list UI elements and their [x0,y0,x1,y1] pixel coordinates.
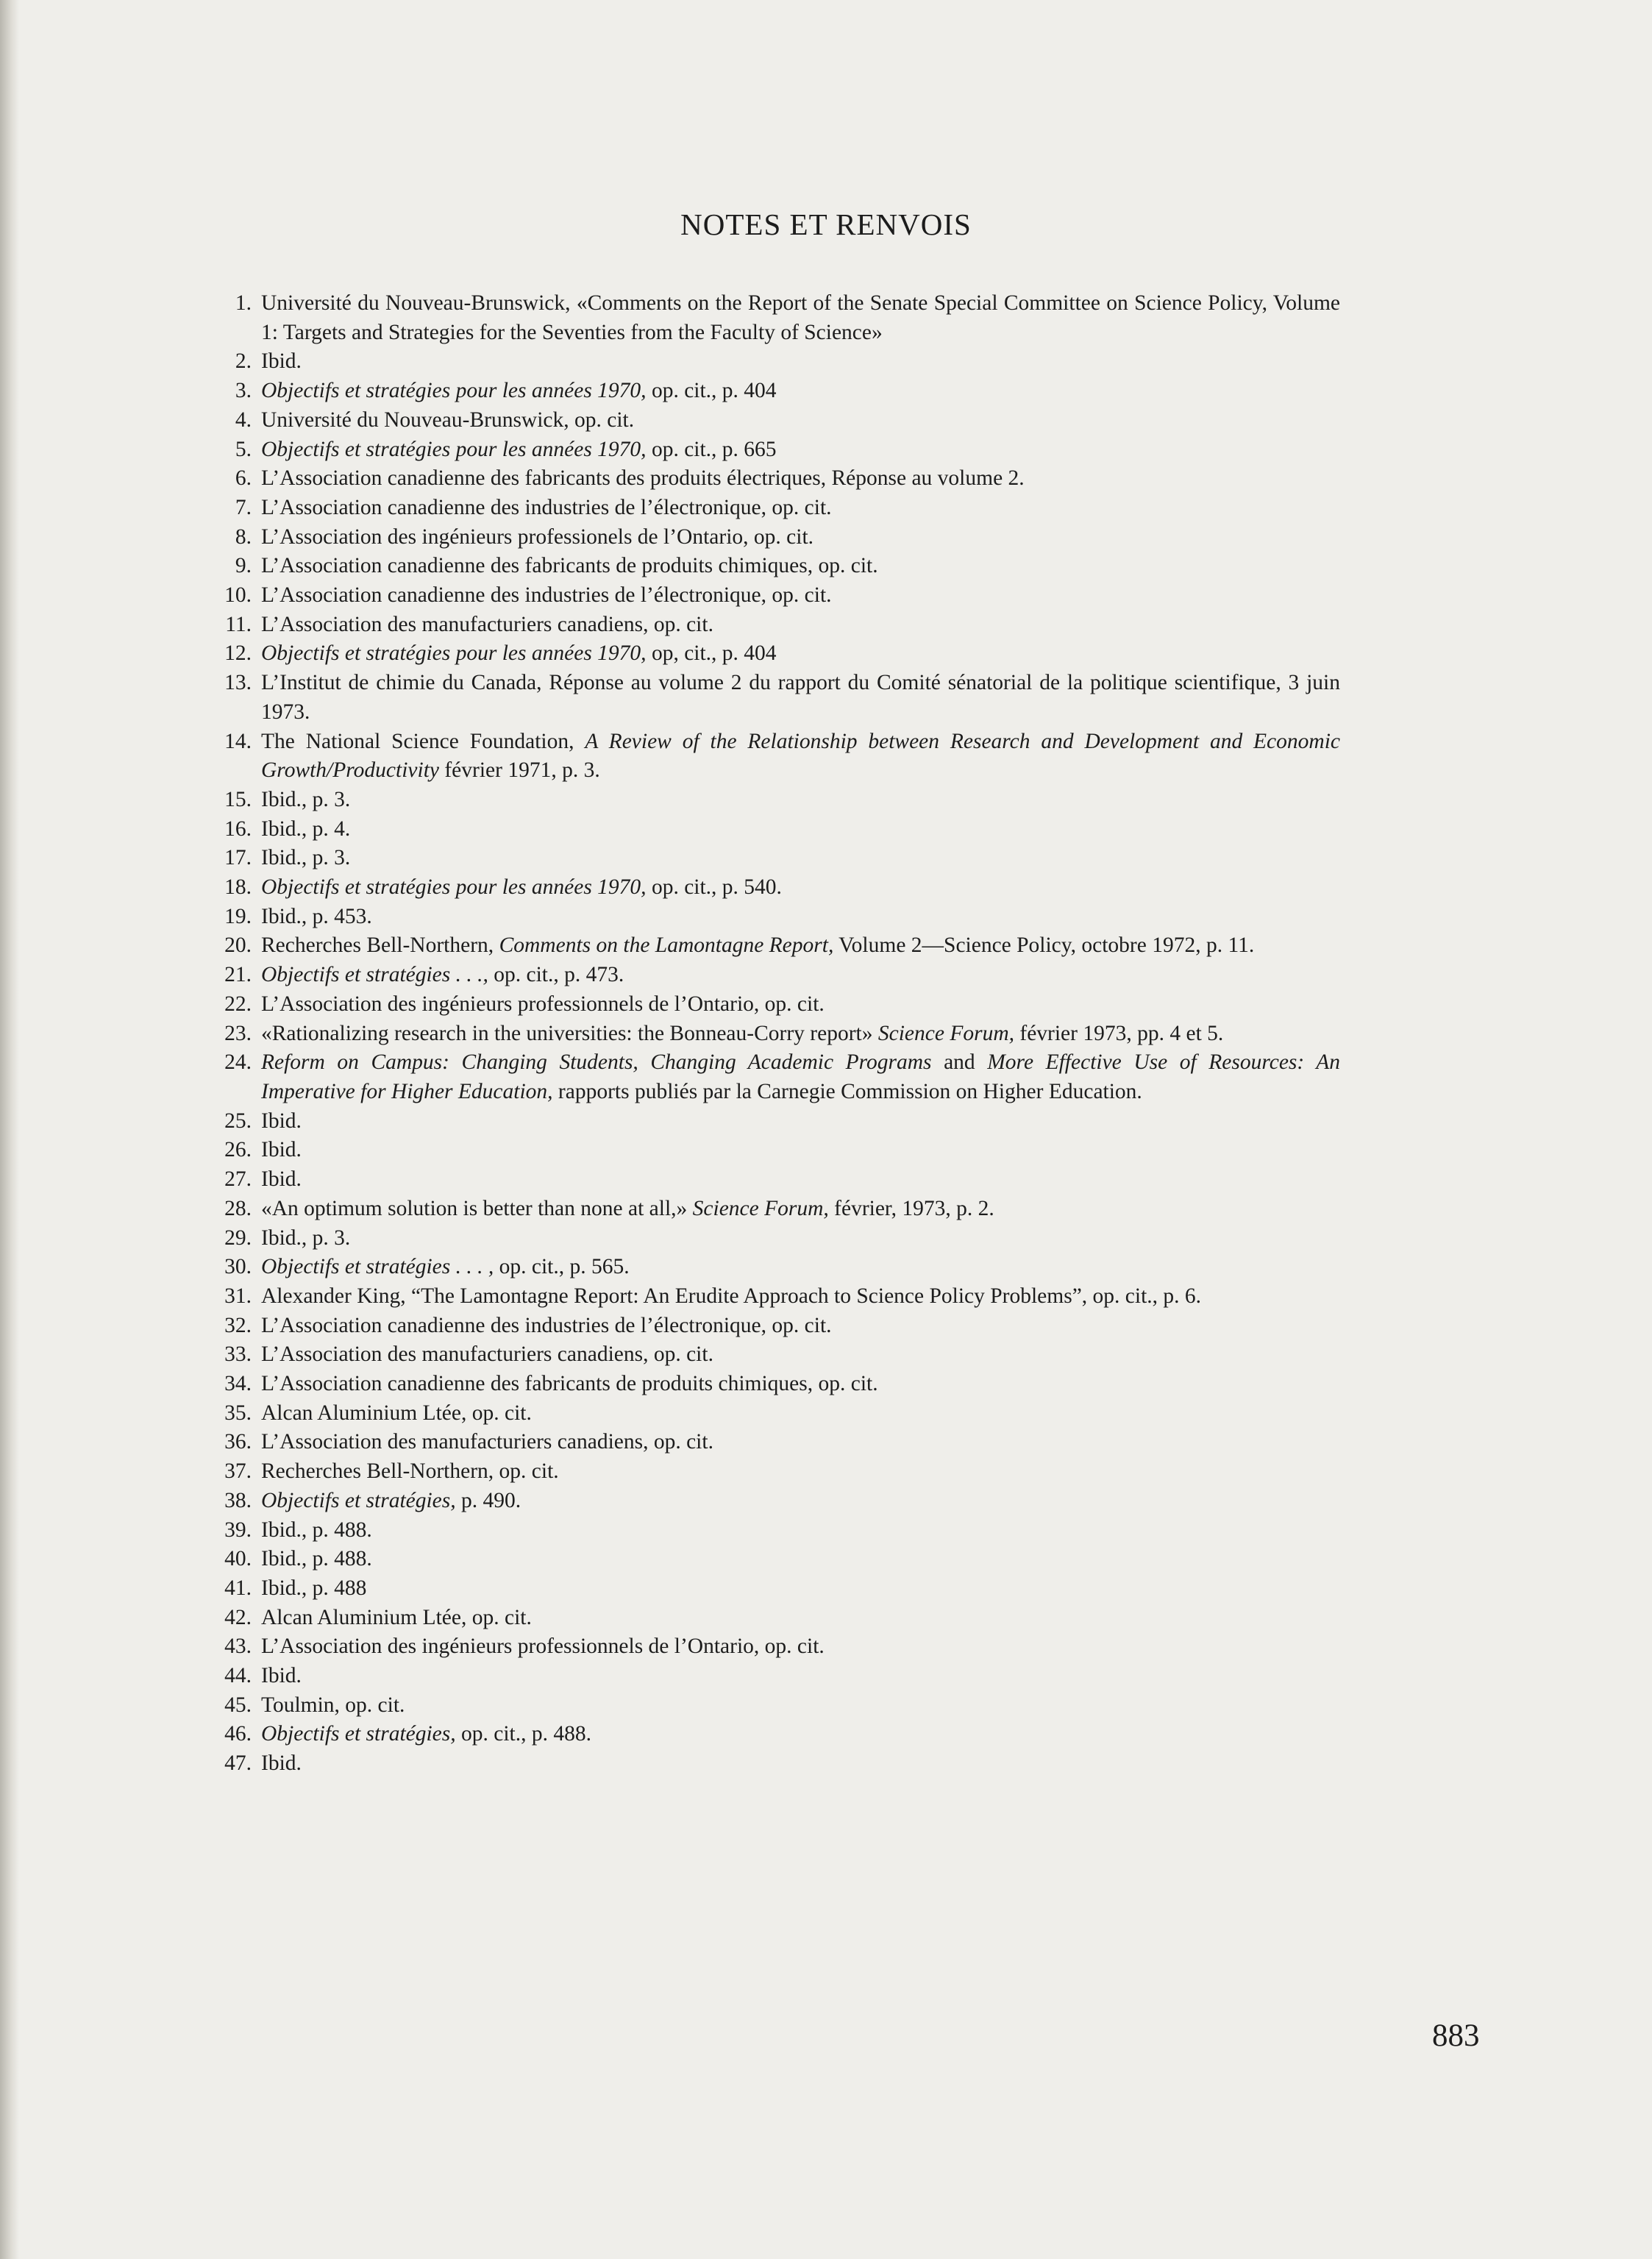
note-text-part: and [931,1050,988,1075]
note-text-part: Ibid., p. 453. [261,904,372,928]
note-number: 22. [224,992,252,1016]
note-item [193,786,1340,815]
note-text [261,1165,1340,1195]
note-number: 45. [224,1693,252,1717]
note-text-part: Recherches Bell-Northern, [261,933,499,958]
note-italic-title: More Effective Use of Resources: An Imperative for Higher Education, [261,1050,1341,1103]
note-italic-title: Objectifs et stratégies pour les années 1970, [261,641,647,666]
note-text [261,990,1340,1020]
note-text [261,1253,1340,1282]
note-number: 12. [224,641,252,666]
note-text [261,873,1340,903]
note-text-part: p. 490. [455,1488,521,1512]
note-text-part: L’Association des ingénieurs professionnels de l’Ontario, op. cit. [261,992,825,1016]
notes-list [193,289,1340,1779]
note-text-part: L’Association des ingénieurs professionnels de l’Ontario, op. cit. [261,1634,825,1659]
note-item [193,903,1340,932]
note-text [261,844,1340,873]
note-text [261,1282,1340,1312]
note-text-part: Ibid. [261,1751,302,1776]
note-text-part: L’Association canadienne des industries de l’électronique, op. cit. [261,583,832,608]
note-number: 1. [235,291,252,315]
note-number: 44. [224,1664,252,1688]
note-text [261,1487,1340,1516]
note-item [193,1136,1340,1165]
note-number: 5. [235,437,252,461]
note-item [193,1107,1340,1136]
note-text-part: Ibid., p. 3. [261,846,351,870]
page-number: 883 [1432,2018,1480,2053]
note-text [261,815,1340,844]
note-item [193,990,1340,1020]
note-number: 21. [224,963,252,987]
note-text-part: Ibid. [261,1138,302,1162]
note-italic-title: Reform on Campus: Changing Students, Changing Academic Programs [261,1050,932,1075]
note-item [193,435,1340,465]
note-item [193,523,1340,552]
note-text [261,1224,1340,1253]
note-text [261,1574,1340,1604]
note-text-part: Ibid., p. 488 [261,1576,367,1600]
note-number: 23. [224,1021,252,1045]
note-number: 19. [224,904,252,928]
note-item [193,1487,1340,1516]
note-item [193,1399,1340,1429]
note-number: 2. [235,349,252,374]
note-text-part: op. cit., p. 488. [455,1722,592,1746]
note-text [261,464,1340,494]
note-text [261,289,1340,347]
note-text-part: op. cit., p. 665 [646,437,777,461]
note-text [261,1195,1340,1224]
note-text [261,1691,1340,1721]
note-text-part: L’Association des manufacturiers canadiens, op. cit. [261,1430,713,1454]
note-item [193,611,1340,640]
note-item [193,873,1340,903]
note-number: 39. [224,1518,252,1542]
page-title: NOTES ET RENVOIS [680,207,972,241]
note-number: 36. [224,1430,252,1454]
note-number: 38. [224,1488,252,1512]
note-item [193,1195,1340,1224]
note-number: 18. [224,875,252,900]
note-number: 27. [224,1167,252,1192]
note-item [193,1165,1340,1195]
note-item [193,639,1340,669]
note-text-part: op. cit., p. 565. [494,1255,630,1279]
note-text-part: «An optimum solution is better than none at all,» [261,1196,693,1220]
note-text-part: Ibid., p. 4. [261,817,351,841]
note-item [193,289,1340,347]
note-number: 31. [224,1284,252,1308]
note-item [193,1428,1340,1457]
note-text [261,1545,1340,1574]
note-text-part: Alcan Aluminium Ltée, op. cit. [261,1401,532,1425]
note-item [193,1020,1340,1049]
note-item [193,1604,1340,1633]
note-item [193,1253,1340,1282]
note-text [261,1312,1340,1341]
note-text [261,903,1340,932]
note-text-part: Ibid. [261,1109,302,1133]
note-item [193,1516,1340,1545]
note-item [193,1720,1340,1749]
note-item [193,347,1340,377]
note-text-part: février 1973, pp. 4 et 5. [1014,1021,1224,1045]
note-number: 10. [224,583,252,608]
note-number: 17. [224,846,252,870]
note-text-part: op. cit., p. 404 [646,379,777,403]
note-text-part: L’Association canadienne des fabricants des produits électriques, Réponse au volume 2. [261,466,1025,491]
note-text [261,581,1340,611]
note-text [261,727,1340,786]
note-text-part: L’Institut de chimie du Canada, Réponse au volume 2 du rapport du Comité sénatorial de la politique scientifique, 3 juin 1973. [261,671,1340,724]
note-text-part: rapports publiés par la Carnegie Commission on Higher Education. [552,1079,1142,1103]
note-text [261,347,1340,377]
note-item [193,844,1340,873]
note-text-part: op. cit., p. 540. [646,875,782,900]
note-text-part: Recherches Bell-Northern, op. cit. [261,1459,559,1484]
page-edge [0,0,19,2259]
note-text [261,961,1340,990]
note-number: 7. [235,495,252,519]
note-italic-title: Science Forum, [692,1196,829,1220]
note-number: 28. [224,1196,252,1220]
note-text [261,1720,1340,1749]
note-number: 4. [235,408,252,432]
note-text-part: Ibid. [261,349,302,374]
note-number: 41. [224,1576,252,1600]
note-number: 24. [224,1050,252,1075]
note-number: 3. [235,379,252,403]
note-number: 20. [224,933,252,958]
note-number: 42. [224,1605,252,1629]
note-item [193,1632,1340,1662]
note-number: 33. [224,1342,252,1367]
note-text [261,494,1340,523]
note-item [193,1574,1340,1604]
note-text [261,639,1340,669]
note-text [261,1604,1340,1633]
note-italic-title: Objectifs et stratégies, [261,1488,456,1512]
note-text-part: L’Association des ingénieurs professionels de l’Ontario, op. cit. [261,524,814,549]
note-text [261,1516,1340,1545]
note-item [193,1340,1340,1370]
note-italic-title: Objectifs et stratégies pour les années 1970, [261,379,647,403]
note-item [193,815,1340,844]
note-number: 35. [224,1401,252,1425]
note-item [193,1370,1340,1399]
note-italic-title: Objectifs et stratégies . . . , [261,1255,494,1279]
note-text-part: Toulmin, op. cit. [261,1693,405,1717]
note-item [193,1282,1340,1312]
note-text [261,1020,1340,1049]
note-number: 32. [224,1313,252,1337]
note-text [261,1749,1340,1779]
note-number: 29. [224,1225,252,1250]
note-text [261,1136,1340,1165]
note-text-part: Alcan Aluminium Ltée, op. cit. [261,1605,532,1629]
note-text-part: Ibid. [261,1167,302,1192]
note-text-part: Ibid., p. 3. [261,1225,351,1250]
note-text-part: op. cit., p. 473. [488,963,624,987]
note-number: 30. [224,1255,252,1279]
note-item [193,1749,1340,1779]
note-number: 11. [225,612,252,636]
note-item [193,1457,1340,1487]
note-number: 34. [224,1372,252,1396]
note-number: 13. [224,671,252,695]
note-number: 14. [224,729,252,753]
note-text [261,1107,1340,1136]
note-item [193,727,1340,786]
note-number: 37. [224,1459,252,1484]
note-text-part: L’Association canadienne des industries de l’électronique, op. cit. [261,1313,832,1337]
note-number: 40. [224,1547,252,1571]
note-text-part: Ibid., p. 488. [261,1547,372,1571]
note-number: 25. [224,1109,252,1133]
note-italic-title: Objectifs et stratégies pour les années 1970, [261,437,647,461]
note-text-part: Université du Nouveau-Brunswick, «Comments on the Report of the Senate Special Committee on Science Policy, Volume 1: Targets and Strategies for the Seventies from the Faculty of Science» [261,291,1340,344]
note-text [261,1457,1340,1487]
note-number: 6. [235,466,252,491]
note-text [261,1428,1340,1457]
note-item [193,931,1340,961]
note-item [193,1691,1340,1721]
note-number: 47. [224,1751,252,1776]
note-text [261,552,1340,581]
note-text [261,1370,1340,1399]
note-text [261,669,1340,727]
note-number: 16. [224,817,252,841]
note-text [261,523,1340,552]
note-text-part: L’Association canadienne des fabricants de produits chimiques, op. cit. [261,1372,878,1396]
note-item [193,552,1340,581]
note-text [261,435,1340,465]
note-number: 26. [224,1138,252,1162]
note-text [261,611,1340,640]
note-text [261,406,1340,435]
note-text [261,377,1340,406]
note-text-part: The National Science Foundation, [261,729,585,753]
note-italic-title: Comments on the Lamontagne Report, [499,933,834,958]
note-text-part: L’Association des manufacturiers canadiens, op. cit. [261,1342,713,1367]
note-item [193,377,1340,406]
note-text-part: février 1971, p. 3. [438,758,600,783]
note-text-part: Alexander King, “The Lamontagne Report: An Erudite Approach to Science Policy Problems”, op. cit., p. 6. [261,1284,1202,1308]
note-item [193,406,1340,435]
note-text [261,1048,1340,1106]
note-number: 43. [224,1634,252,1659]
note-number: 8. [235,524,252,549]
note-number: 15. [224,787,252,811]
note-text-part: Ibid. [261,1664,302,1688]
note-text [261,1662,1340,1691]
note-item [193,494,1340,523]
note-text [261,1340,1340,1370]
note-item [193,464,1340,494]
note-text-part: Ibid., p. 3. [261,787,351,811]
note-item [193,1662,1340,1691]
note-text-part: «Rationalizing research in the universities: the Bonneau-Corry report» [261,1021,878,1045]
note-text-part: op, cit., p. 404 [646,641,777,666]
note-number: 46. [224,1722,252,1746]
note-item [193,1224,1340,1253]
note-item [193,1312,1340,1341]
note-text-part: L’Association canadienne des industries de l’électronique, op. cit. [261,495,832,519]
note-italic-title: Objectifs et stratégies, [261,1722,456,1746]
note-italic-title: Science Forum, [877,1021,1014,1045]
note-text-part: L’Association canadienne des fabricants de produits chimiques, op. cit. [261,554,878,578]
note-italic-title: A Review of the Relationship between Research and Development and Economic Growth/Productivity [261,729,1340,783]
note-item [193,961,1340,990]
note-item [193,1048,1340,1106]
note-item [193,1545,1340,1574]
note-italic-title: Objectifs et stratégies pour les années 1970, [261,875,647,900]
note-text [261,1399,1340,1429]
note-number: 9. [235,554,252,578]
note-text-part: Volume 2—Science Policy, octobre 1972, p. 11. [833,933,1255,958]
note-text-part: L’Association des manufacturiers canadiens, op. cit. [261,612,713,636]
note-text-part: février, 1973, p. 2. [828,1196,994,1220]
note-item [193,669,1340,727]
note-text-part: Ibid., p. 488. [261,1518,372,1542]
note-text-part: Université du Nouveau-Brunswick, op. cit. [261,408,635,432]
note-item [193,581,1340,611]
note-italic-title: Objectifs et stratégies . . ., [261,963,488,987]
note-text [261,1632,1340,1662]
note-text [261,786,1340,815]
note-text [261,931,1340,961]
